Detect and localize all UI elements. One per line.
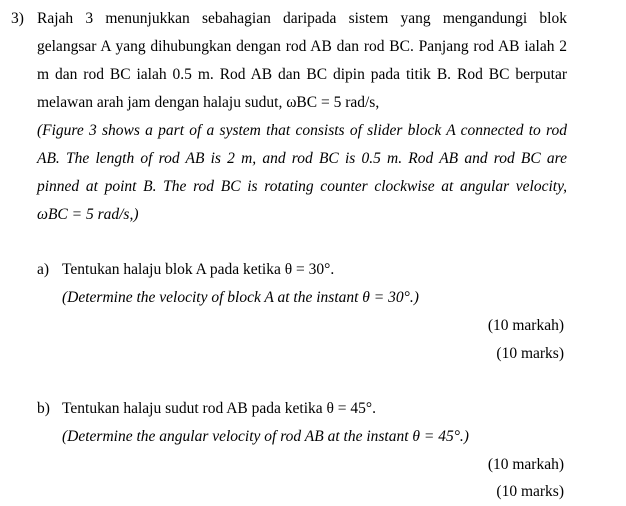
question-malay-line-2: gelangsar A yang dihubungkan dengan rod AB dan rod BC. Panjang rod AB ialah 2 xyxy=(37,38,567,55)
part-a-malay: Tentukan halaju blok A pada ketika θ = 30°. xyxy=(62,261,335,278)
part-b-marks-english: (10 marks) xyxy=(496,483,564,500)
part-a-marks-english: (10 marks) xyxy=(496,345,564,362)
part-b-marks-malay: (10 markah) xyxy=(487,456,564,473)
part-a-label: a) xyxy=(37,261,50,278)
question-english-line-4: ωBC = 5 rad/s,) xyxy=(37,206,139,223)
part-a-marks-malay: (10 markah) xyxy=(487,317,564,334)
part-b-label: b) xyxy=(37,400,50,417)
question-malay-line-3: m dan rod BC ialah 0.5 m. Rod AB dan BC dipin pada titik B. Rod BC berputar xyxy=(37,66,567,83)
question-malay-line-1: Rajah 3 menunjukkan sebahagian daripada sistem yang mengandungi blok xyxy=(37,10,567,27)
question-malay-line-4: melawan arah jam dengan halaju sudut, ωBC = 5 rad/s, xyxy=(37,94,380,111)
part-a-english: (Determine the velocity of block A at the instant θ = 30°.) xyxy=(62,289,419,306)
question-english-line-2: AB. The length of rod AB is 2 m, and rod BC is 0.5 m. Rod AB and rod BC are xyxy=(37,150,567,167)
question-number: 3) xyxy=(11,10,24,27)
question-english-line-3: pinned at point B. The rod BC is rotating counter clockwise at angular velocity, xyxy=(37,178,567,195)
part-b-malay: Tentukan halaju sudut rod AB pada ketika θ = 45°. xyxy=(62,400,376,417)
question-english-line-1: (Figure 3 shows a part of a system that consists of slider block A connected to rod xyxy=(37,122,567,139)
part-b-english: (Determine the angular velocity of rod AB at the instant θ = 45°.) xyxy=(62,428,469,445)
